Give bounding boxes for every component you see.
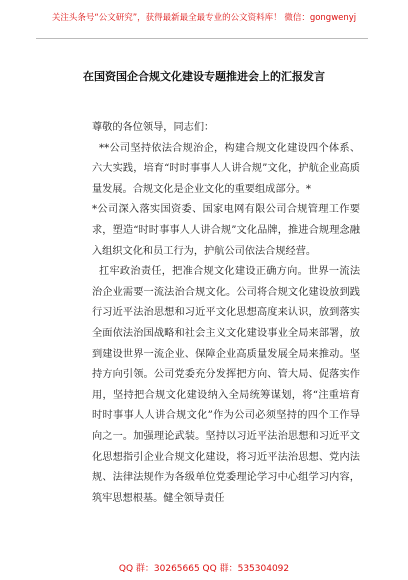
body-paragraph: **公司坚持依法合规治企，构建合规文化建设四个体系、六大实践，培育“时时事事人人讲合规”文化，护航企业高质量发展。合规文化是企业文化的重要组成部分。* — [92, 142, 361, 195]
footer-qq-groups: QQ 群：30265665 QQ 群：535304092 — [118, 564, 290, 574]
document-body — [92, 118, 360, 509]
body-paragraph: 扛牢政治责任，把准合规文化建设正确方向。世界一流法治企业需要一流法治合规文化。公司将合规文化建设放到践行习近平法治思想和习近平文化思想高度来认识，放到落实全面依法治国战略和社会主义文化建设事业全局来部署，放到建设世界一流企业、保障企业高质量发展全局来推动。坚持方向引领。公司党委充分发挥把方向、管大局、促落实作用，坚持把合规文化建设纳入全局统筹谋划，将“注重培育时时事事人人讲合规文化”作为公司必须坚持的四个工作导向之一。加强理论武装。坚持以习近平法治思想和习近平文化思想指引企业合规文化建设，将习近平法治思想、党内法规、法律法规作为各级单位党委理论学习中心组学习内容，筑牢思想根基。健全领导责任 — [92, 266, 361, 504]
header-divider — [36, 38, 368, 39]
body-paragraph: *公司深入落实国资委、国家电网有限公司合规管理工作要求，塑造“时时事事人人讲合规”文化品牌，推进合规理念融入组织文化和员工行为，护航公司依法合规经营。 — [92, 204, 360, 257]
document-title: 在国资国企合规文化建设专题推进会上的汇报发言 — [83, 70, 325, 83]
salutation: 尊敬的各位领导，同志们： — [92, 122, 215, 133]
header-promo-banner: 关注头条号“公文研究”，获得最新最全最专业的公文资料库！ 微信：gongwenyj — [51, 13, 357, 23]
